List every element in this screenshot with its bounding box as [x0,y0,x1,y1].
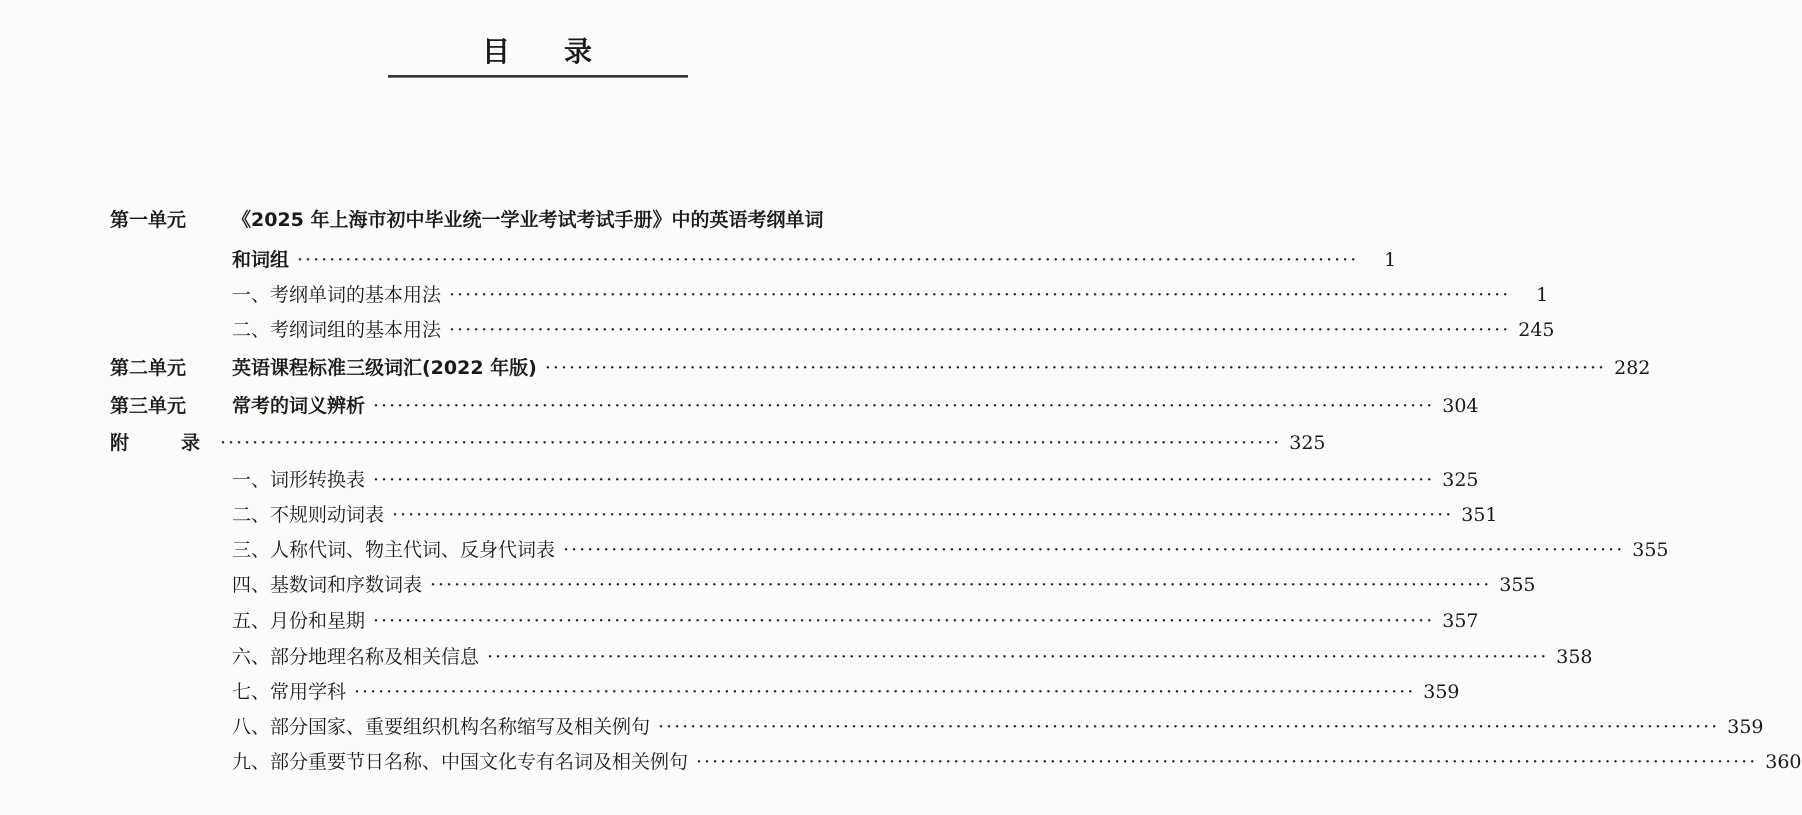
toc-sub-entry[interactable] [0,677,1460,707]
toc-unit-3[interactable] [0,391,1479,421]
unit-3-title: 常考的词义辨析 [232,395,366,417]
unit-1-title-line-1: 《2025 年上海市初中毕业统一学业考试考试手册》中的英语考纲单词 [232,209,824,231]
sub-entry-title: 七、常用学科 [232,681,347,703]
toc-unit-1-cont[interactable] [0,245,1397,275]
toc-sub-entry[interactable] [0,712,1764,742]
toc-sub-entry[interactable] [0,570,1536,600]
page-number: 358 [1556,646,1593,668]
page-title [388,34,688,70]
toc-sub-entry[interactable] [0,535,1669,565]
unit-2-label: 第二单元 [110,357,187,379]
page-number: 245 [1518,319,1555,341]
sub-entry-title: 二、考纲词组的基本用法 [232,319,442,341]
dot-leader: ···································································································································· [449,319,1511,341]
unit-3-label: 第三单元 [110,395,187,417]
page-number: 1 [1384,249,1397,271]
page-title-char-2: 录 [564,35,593,68]
page-number: 351 [1461,504,1498,526]
unit-1-title-line-2: 和词组 [232,249,290,271]
sub-entry-title: 一、词形转换表 [232,469,366,491]
toc-sub-entry[interactable] [0,500,1498,530]
dot-leader: ···································································································································· [449,284,1511,306]
dot-leader: ···································································································································· [373,395,1435,417]
dot-leader: ···································································································································· [392,504,1454,526]
toc-sub-entry[interactable] [0,465,1479,495]
toc-unit-1[interactable] [0,205,1080,235]
page-number: 1 [1536,284,1549,306]
dot-leader: ···································································································································· [658,716,1720,738]
page-number: 325 [1289,432,1326,454]
title-underline [388,75,688,78]
toc-sub-entry[interactable] [0,315,1555,345]
sub-entry-title: 一、考纲单词的基本用法 [232,284,442,306]
appendix-label: 附录 [110,432,253,454]
sub-entry-title: 三、人称代词、物主代词、反身代词表 [232,539,556,561]
page-number: 325 [1442,469,1479,491]
dot-leader: ···································································································································· [696,751,1758,773]
page-number: 355 [1499,574,1536,596]
toc-unit-2[interactable] [0,353,1651,383]
sub-entry-title: 二、不规则动词表 [232,504,385,526]
page-number: 304 [1442,395,1479,417]
page-number: 355 [1632,539,1669,561]
toc-sub-entry[interactable] [0,747,1802,777]
page-title-char-1: 目 [482,35,511,68]
dot-leader: ···································································································································· [373,610,1435,632]
dot-leader: ···································································································································· [563,539,1625,561]
dot-leader: ···································································································································· [430,574,1492,596]
dot-leader: ···································································································································· [297,249,1359,271]
sub-entry-title: 四、基数词和序数词表 [232,574,423,596]
page-number: 359 [1423,681,1460,703]
page-number: 359 [1727,716,1764,738]
toc-sub-entry[interactable] [0,606,1479,636]
dot-leader: ···································································································································· [220,432,1282,454]
unit-1-label: 第一单元 [110,209,187,231]
page-number: 282 [1614,357,1651,379]
unit-2-title: 英语课程标准三级词汇(2022 年版) [232,357,537,379]
sub-entry-title: 九、部分重要节日名称、中国文化专有名词及相关例句 [232,751,689,773]
sub-entry-title: 五、月份和星期 [232,610,366,632]
toc-sub-entry[interactable] [0,642,1593,672]
dot-leader: ···································································································································· [354,681,1416,703]
dot-leader: ···································································································································· [487,646,1549,668]
toc-sub-entry[interactable] [0,280,1549,310]
toc-appendix[interactable] [0,428,1326,458]
page-number: 360 [1765,751,1802,773]
page-number: 357 [1442,610,1479,632]
sub-entry-title: 六、部分地理名称及相关信息 [232,646,480,668]
sub-entry-title: 八、部分国家、重要组织机构名称缩写及相关例句 [232,716,651,738]
dot-leader: ···································································································································· [544,357,1607,379]
dot-leader: ···································································································································· [373,469,1435,491]
